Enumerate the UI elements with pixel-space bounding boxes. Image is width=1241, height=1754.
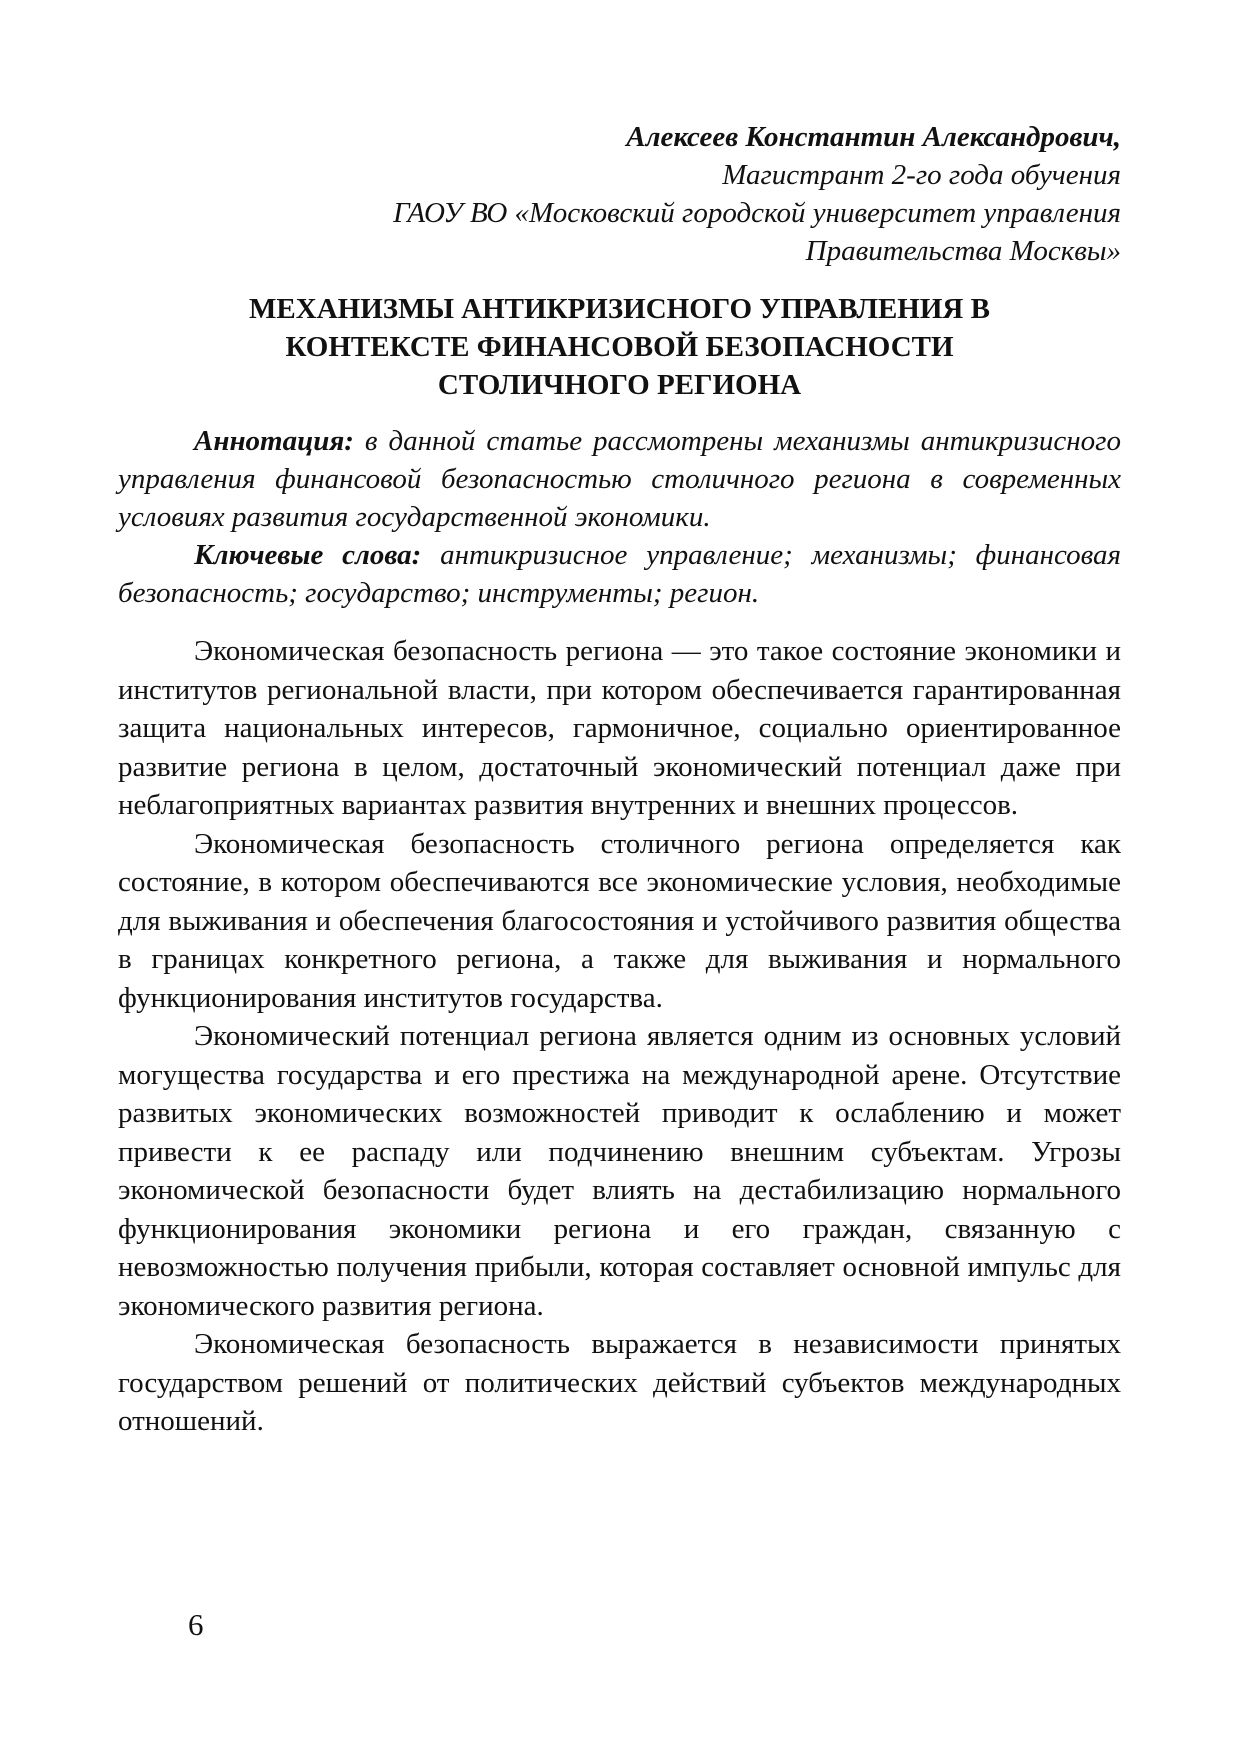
page-number: 6: [188, 1607, 204, 1642]
abstract-label: Аннотация:: [194, 425, 354, 457]
abstract-section: [118, 422, 1121, 612]
title-line-3: СТОЛИЧНОГО РЕГИОНА: [437, 369, 802, 401]
body-paragraph-4: Экономическая безопасность выражается в независимости принятых государством решений от политических действий субъектов международных отношений.: [118, 1328, 1121, 1437]
author-position: Магистрант 2-го года обучения: [722, 159, 1121, 191]
body-text: [118, 632, 1121, 1441]
keywords-text: антикризисное управление; механизмы; финансовая безопасность; государство; инструменты; регион.: [118, 539, 1121, 609]
body-paragraph-3: Экономический потенциал региона является одним из основных условий могущества государства и его престижа на международной арене. Отсутствие развитых экономических возможностей приводит к ослаблению и может привести к ее распаду или подчинению внешним субъектам. Угрозы экономической безопасности будет влиять на дестабилизацию нормального функционирования экономики региона и его граждан, связанную с невозможностью получения прибыли, которая составляет основной импульс для экономического развития региона.: [118, 1020, 1121, 1322]
author-affiliation-line2: Правительства Москвы»: [805, 235, 1121, 267]
body-paragraph-2: Экономическая безопасность столичного региона определяется как состояние, в котором обеспечиваются все экономические условия, необходимые для выживания и обеспечения благосостояния и устойчивого развития общества в границах конкретного региона, а также для выживания и нормального функционирования институтов государства.: [118, 827, 1121, 1014]
keywords-label: Ключевые слова:: [194, 539, 422, 571]
title-line-2: КОНТЕКСТЕ ФИНАНСОВОЙ БЕЗОПАСНОСТИ: [285, 331, 954, 363]
abstract-paragraph: [118, 422, 1121, 536]
keywords-paragraph: [118, 536, 1121, 612]
article-title: [118, 290, 1121, 404]
body-paragraph-1: Экономическая безопасность региона — это такое состояние экономики и институтов региональной власти, при котором обеспечивается гарантированная защита национальных интересов, гармоничное, социально ориентированное развитие региона в целом, достаточный экономический потенциал даже при неблагоприятных вариантах развития внутренних и внешних процессов.: [118, 635, 1121, 821]
author-name: Алексеев Константин Александрович,: [626, 121, 1121, 153]
title-line-1: МЕХАНИЗМЫ АНТИКРИЗИСНОГО УПРАВЛЕНИЯ В: [249, 293, 990, 325]
author-block: [118, 118, 1121, 270]
article-page: [118, 118, 1121, 1441]
abstract-text: в данной статье рассмотрены механизмы антикризисного управления финансовой безопасностью столичного региона в современных условиях развития государственной экономики.: [118, 425, 1121, 533]
author-affiliation-line1: ГАОУ ВО «Московский городской университет управления: [393, 197, 1121, 229]
